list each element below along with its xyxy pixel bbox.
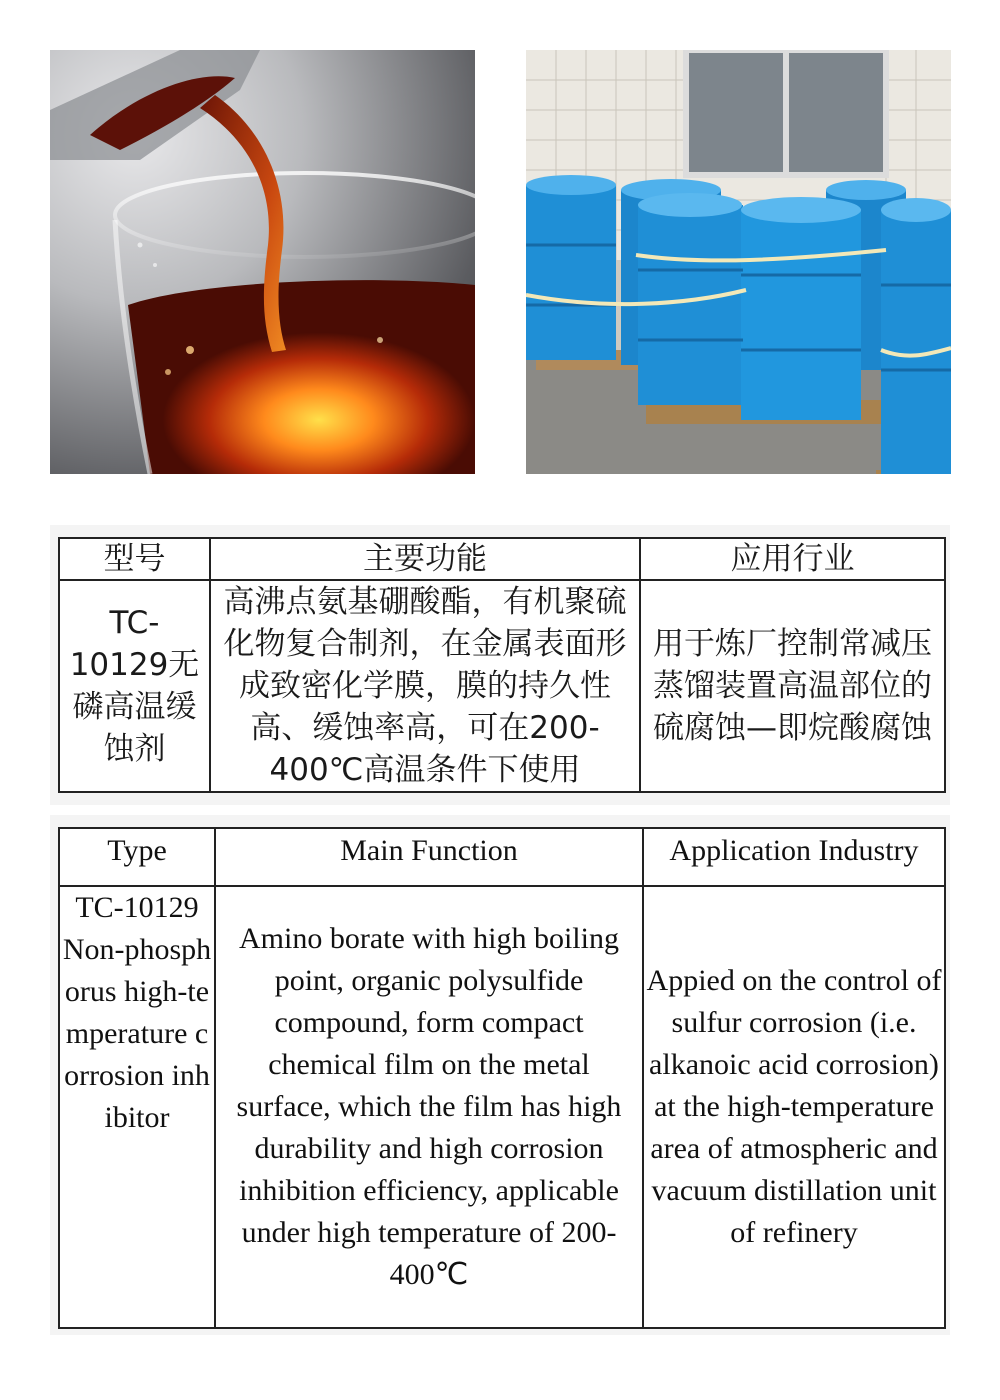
cell-main-function [215, 886, 643, 1328]
cell-type [59, 886, 215, 1328]
function-text: 高沸点氨基硼酸酯，有机聚硫化物复合制剂，在金属表面形成致密化学膜，膜的持久性高、缓蚀率高，可在200-400℃高温条件下使用 [223, 584, 627, 788]
english-spec-table [58, 827, 946, 1329]
main-function-text: Amino borate with high boiling point, organic polysulfide compound, form compact chemical film on the metal surface, which the film has high durability and high corrosion inhibition efficiency, applicable under high temperature of 200-400℃ [236, 922, 622, 1291]
chinese-spec-table [58, 537, 946, 793]
header-application-industry: Application Industry [643, 828, 945, 886]
type-text: TC-10129 Non-phosphorus high-temperature corrosion inhibitor [62, 891, 212, 1134]
header-function: 主要功能 [210, 538, 640, 580]
table-row [59, 886, 945, 1328]
cell-model [59, 580, 210, 792]
oil-pouring-illustration [50, 50, 475, 474]
table-header-row [59, 538, 945, 580]
header-model: 型号 [59, 538, 210, 580]
table-row [59, 580, 945, 792]
cell-application-industry [643, 886, 945, 1328]
blue-drums-illustration [526, 50, 951, 474]
industry-text: 用于炼厂控制常减压蒸馏装置高温部位的硫腐蚀—即烷酸腐蚀 [653, 626, 932, 746]
english-spec-panel [50, 815, 950, 1335]
table-header-row [59, 828, 945, 886]
header-type: Type [59, 828, 215, 886]
cell-industry [640, 580, 945, 792]
oil-pouring-photo [50, 50, 475, 474]
header-main-function: Main Function [215, 828, 643, 886]
chinese-spec-panel [50, 525, 950, 805]
header-industry: 应用行业 [640, 538, 945, 580]
application-industry-text: Appied on the control of sulfur corrosion (i.e. alkanoic acid corrosion) at the high-temperature area of atmospheric and vacuum distillation unit of refinery [646, 964, 942, 1249]
blue-drums-photo [526, 50, 951, 474]
model-text: TC-10129无磷高温缓蚀剂 [69, 605, 200, 767]
cell-function [210, 580, 640, 792]
